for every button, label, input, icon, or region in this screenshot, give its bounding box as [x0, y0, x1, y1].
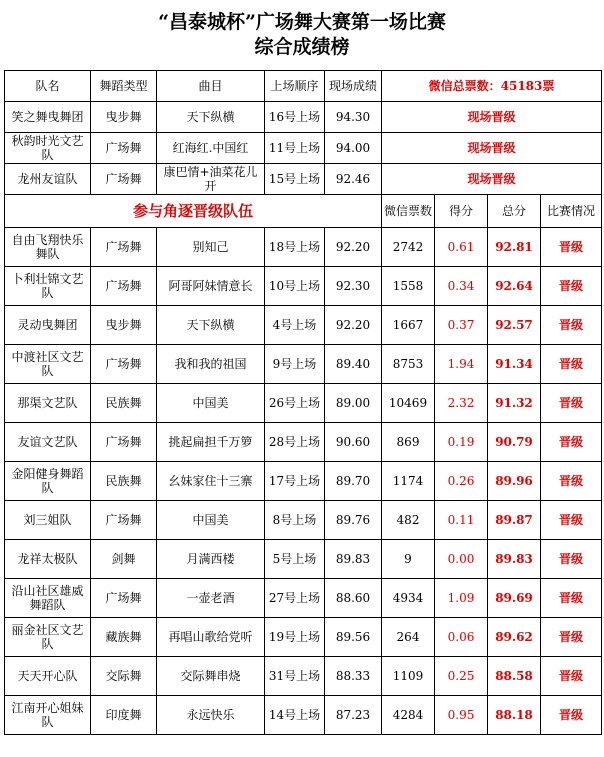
wechat-votes: 1667 [382, 306, 435, 345]
table-row [5, 228, 602, 267]
competition-status: 晋级 [541, 462, 602, 501]
competition-status: 晋级 [541, 618, 602, 657]
wechat-votes: 869 [382, 423, 435, 462]
vote-points: 0.19 [435, 423, 488, 462]
vote-points: 0.37 [435, 306, 488, 345]
stage-order: 8号上场 [265, 501, 325, 540]
table-row [5, 579, 602, 618]
competition-status: 晋级 [541, 579, 602, 618]
dance-type: 剑舞 [91, 540, 157, 579]
song: 中国美 [157, 384, 265, 423]
live-score: 89.00 [325, 384, 382, 423]
wechat-votes: 9 [382, 540, 435, 579]
results-table [4, 70, 602, 735]
result-status: 现场晋级 [382, 133, 602, 164]
header-status: 比赛情况 [541, 195, 602, 228]
team-name: 江南开心姐妹队 [5, 696, 91, 735]
wechat-votes: 4284 [382, 696, 435, 735]
song: 我和我的祖国 [157, 345, 265, 384]
competition-status: 晋级 [541, 306, 602, 345]
stage-order: 16号上场 [265, 102, 325, 133]
table-row [5, 696, 602, 735]
total-score: 92.81 [488, 228, 541, 267]
team-name: 卜利壮锦文艺队 [5, 267, 91, 306]
live-score: 88.60 [325, 579, 382, 618]
total-score: 91.34 [488, 345, 541, 384]
total-score: 91.32 [488, 384, 541, 423]
team-name: 金阳健身舞蹈队 [5, 462, 91, 501]
header-song: 曲目 [157, 71, 265, 102]
song: 天下纵横 [157, 306, 265, 345]
direct-advance-row [5, 133, 602, 164]
live-score: 94.00 [325, 133, 382, 164]
dance-type: 广场舞 [91, 267, 157, 306]
header-votes: 微信票数 [382, 195, 435, 228]
live-score: 92.46 [325, 164, 382, 195]
competition-status: 晋级 [541, 423, 602, 462]
dance-type: 广场舞 [91, 345, 157, 384]
wechat-votes: 1174 [382, 462, 435, 501]
section-header-row [5, 195, 602, 228]
direct-advance-row [5, 164, 602, 195]
table-row [5, 501, 602, 540]
stage-order: 26号上场 [265, 384, 325, 423]
dance-type: 民族舞 [91, 462, 157, 501]
competition-status: 晋级 [541, 267, 602, 306]
vote-points: 0.11 [435, 501, 488, 540]
wechat-votes: 2742 [382, 228, 435, 267]
live-score: 90.60 [325, 423, 382, 462]
stage-order: 28号上场 [265, 423, 325, 462]
team-name: 刘三姐队 [5, 501, 91, 540]
vote-points: 0.00 [435, 540, 488, 579]
total-score: 89.87 [488, 501, 541, 540]
team-name: 友谊文艺队 [5, 423, 91, 462]
song: 月满西楼 [157, 540, 265, 579]
song: 康巴情+油菜花儿开 [157, 164, 265, 195]
competition-status: 晋级 [541, 696, 602, 735]
wechat-votes: 1109 [382, 657, 435, 696]
section-title: 参与角逐晋级队伍 [5, 195, 382, 228]
dance-type: 广场舞 [91, 133, 157, 164]
stage-order: 10号上场 [265, 267, 325, 306]
title-line-2: 综合成绩榜 [254, 36, 350, 58]
team-name: 那渠文艺队 [5, 384, 91, 423]
song: 中国美 [157, 501, 265, 540]
vote-points: 1.94 [435, 345, 488, 384]
live-score: 87.23 [325, 696, 382, 735]
total-score: 89.83 [488, 540, 541, 579]
stage-order: 11号上场 [265, 133, 325, 164]
table-row [5, 384, 602, 423]
team-name: 自由飞翔快乐舞队 [5, 228, 91, 267]
header-score: 现场成绩 [325, 71, 382, 102]
header-order: 上场顺序 [265, 71, 325, 102]
team-name: 秋韵时光文艺队 [5, 133, 91, 164]
total-score: 89.69 [488, 579, 541, 618]
live-score: 92.30 [325, 267, 382, 306]
song: 别知己 [157, 228, 265, 267]
total-score: 90.79 [488, 423, 541, 462]
live-score: 92.20 [325, 228, 382, 267]
dance-type: 曳步舞 [91, 102, 157, 133]
header-team: 队名 [5, 71, 91, 102]
song: 阿哥阿妹情意长 [157, 267, 265, 306]
vote-points: 0.34 [435, 267, 488, 306]
live-score: 92.20 [325, 306, 382, 345]
table-row [5, 306, 602, 345]
vote-points: 0.26 [435, 462, 488, 501]
song: 交际舞串烧 [157, 657, 265, 696]
vote-points: 0.95 [435, 696, 488, 735]
wechat-votes: 10469 [382, 384, 435, 423]
live-score: 89.56 [325, 618, 382, 657]
stage-order: 31号上场 [265, 657, 325, 696]
song: 永远快乐 [157, 696, 265, 735]
song: 一壶老酒 [157, 579, 265, 618]
stage-order: 17号上场 [265, 462, 325, 501]
direct-advance-row [5, 102, 602, 133]
dance-type: 广场舞 [91, 228, 157, 267]
competition-status: 晋级 [541, 657, 602, 696]
competition-status: 晋级 [541, 228, 602, 267]
table-row [5, 657, 602, 696]
header-total: 总分 [488, 195, 541, 228]
stage-order: 5号上场 [265, 540, 325, 579]
stage-order: 18号上场 [265, 228, 325, 267]
live-score: 89.83 [325, 540, 382, 579]
live-score: 88.33 [325, 657, 382, 696]
wechat-votes: 264 [382, 618, 435, 657]
team-name: 中渡社区文艺队 [5, 345, 91, 384]
stage-order: 19号上场 [265, 618, 325, 657]
dance-type: 印度舞 [91, 696, 157, 735]
vote-points: 0.25 [435, 657, 488, 696]
total-score: 92.64 [488, 267, 541, 306]
result-status: 现场晋级 [382, 102, 602, 133]
competition-status: 晋级 [541, 501, 602, 540]
team-name: 丽金社区文艺队 [5, 618, 91, 657]
vote-points: 2.32 [435, 384, 488, 423]
song: 红海红.中国红 [157, 133, 265, 164]
song: 天下纵横 [157, 102, 265, 133]
table-row [5, 267, 602, 306]
wechat-votes: 1558 [382, 267, 435, 306]
live-score: 89.40 [325, 345, 382, 384]
vote-points: 1.09 [435, 579, 488, 618]
stage-order: 14号上场 [265, 696, 325, 735]
total-score: 88.18 [488, 696, 541, 735]
dance-type: 广场舞 [91, 164, 157, 195]
stage-order: 27号上场 [265, 579, 325, 618]
vote-points: 0.06 [435, 618, 488, 657]
dance-type: 交际舞 [91, 657, 157, 696]
table-row [5, 462, 602, 501]
competition-status: 晋级 [541, 540, 602, 579]
song: 幺妹家住十三寨 [157, 462, 265, 501]
table-row [5, 345, 602, 384]
vote-points: 0.61 [435, 228, 488, 267]
live-score: 94.30 [325, 102, 382, 133]
page-title [0, 0, 604, 70]
header-row [5, 71, 602, 102]
dance-type: 广场舞 [91, 501, 157, 540]
stage-order: 4号上场 [265, 306, 325, 345]
dance-type: 民族舞 [91, 384, 157, 423]
competition-status: 晋级 [541, 384, 602, 423]
live-score: 89.76 [325, 501, 382, 540]
live-score: 89.70 [325, 462, 382, 501]
competition-status: 晋级 [541, 345, 602, 384]
team-name: 龙州友谊队 [5, 164, 91, 195]
dance-type: 广场舞 [91, 423, 157, 462]
song: 挑起扁担千万箩 [157, 423, 265, 462]
title-line-1: “昌泰城杯”广场舞大赛第一场比赛 [158, 11, 446, 33]
dance-type: 曳步舞 [91, 306, 157, 345]
total-score: 89.62 [488, 618, 541, 657]
dance-type: 广场舞 [91, 579, 157, 618]
total-score: 89.96 [488, 462, 541, 501]
dance-type: 藏族舞 [91, 618, 157, 657]
team-name: 龙祥太极队 [5, 540, 91, 579]
stage-order: 9号上场 [265, 345, 325, 384]
table-row [5, 618, 602, 657]
total-score: 88.58 [488, 657, 541, 696]
team-name: 天天开心队 [5, 657, 91, 696]
wechat-votes: 482 [382, 501, 435, 540]
stage-order: 15号上场 [265, 164, 325, 195]
total-score: 92.57 [488, 306, 541, 345]
header-points: 得分 [435, 195, 488, 228]
wechat-total-votes: 微信总票数：45183票 [382, 71, 602, 102]
result-status: 现场晋级 [382, 164, 602, 195]
team-name: 笑之舞曳舞团 [5, 102, 91, 133]
wechat-votes: 4934 [382, 579, 435, 618]
header-dance-type: 舞蹈类型 [91, 71, 157, 102]
table-row [5, 423, 602, 462]
wechat-votes: 8753 [382, 345, 435, 384]
team-name: 沿山社区雄威舞蹈队 [5, 579, 91, 618]
team-name: 灵动曳舞团 [5, 306, 91, 345]
song: 再唱山歌给党听 [157, 618, 265, 657]
table-row [5, 540, 602, 579]
